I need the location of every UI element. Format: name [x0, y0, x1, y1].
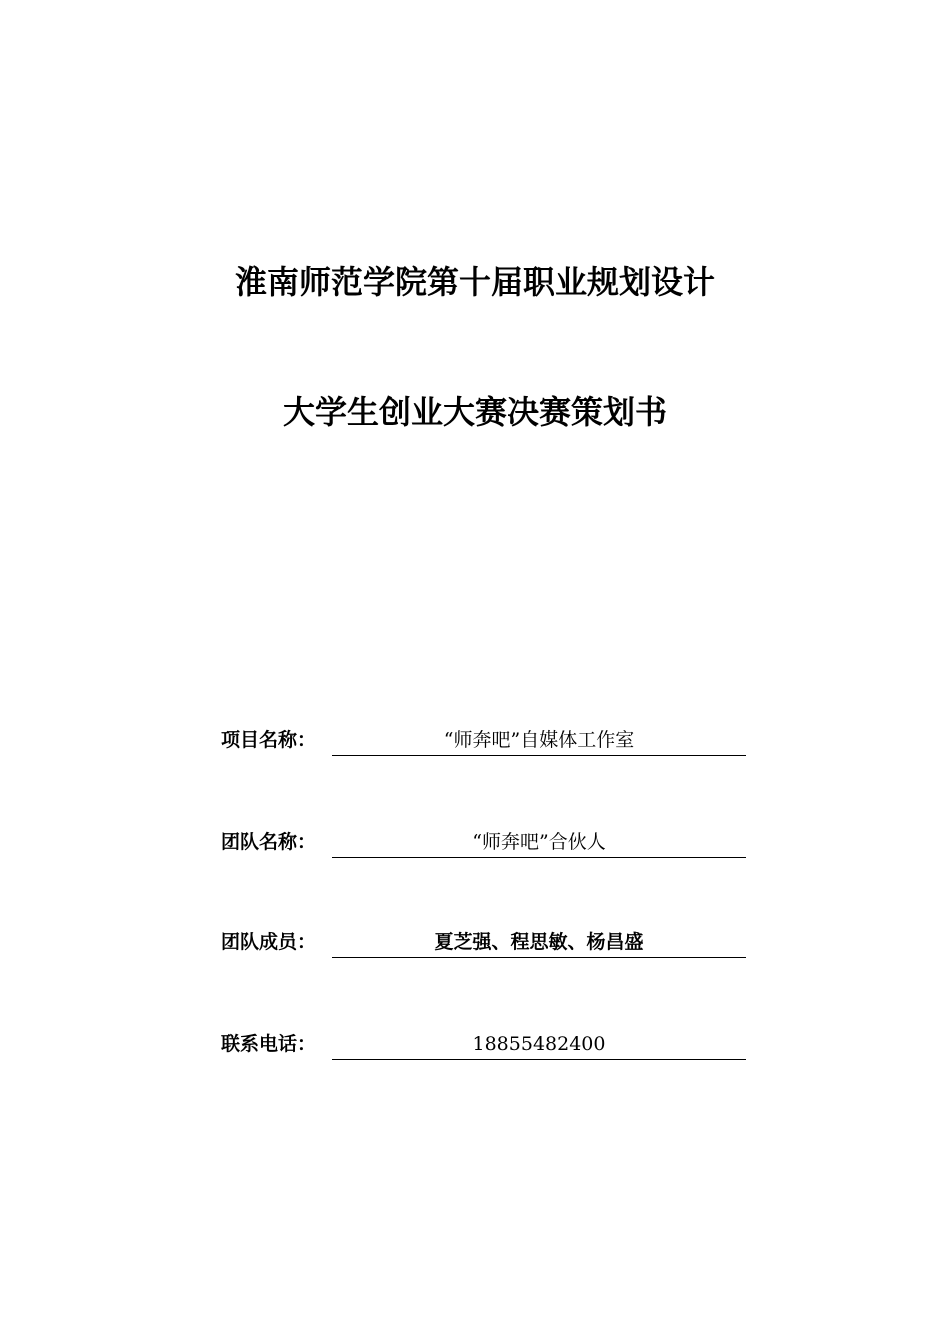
team-members-value: 夏芝强、程思敏、杨昌盛 — [332, 925, 746, 958]
team-members-label: 团队成员： — [221, 931, 317, 953]
project-name-value: “师奔吧”自媒体工作室 — [332, 723, 746, 756]
team-name-value: “师奔吧”合伙人 — [332, 825, 746, 858]
contact-phone-row — [221, 1027, 746, 1061]
team-name-row — [221, 825, 746, 859]
team-members-row — [221, 925, 746, 959]
cover-title-line-2: 大学生创业大赛决赛策划书 — [282, 393, 667, 431]
cover-title-line-1: 淮南师范学院第十届职业规划设计 — [234, 263, 715, 301]
team-name-label: 团队名称： — [221, 831, 317, 853]
contact-phone-value: 18855482400 — [332, 1027, 746, 1060]
project-name-label: 项目名称： — [221, 729, 317, 751]
contact-phone-label: 联系电话： — [221, 1033, 317, 1055]
project-name-row — [221, 723, 746, 757]
